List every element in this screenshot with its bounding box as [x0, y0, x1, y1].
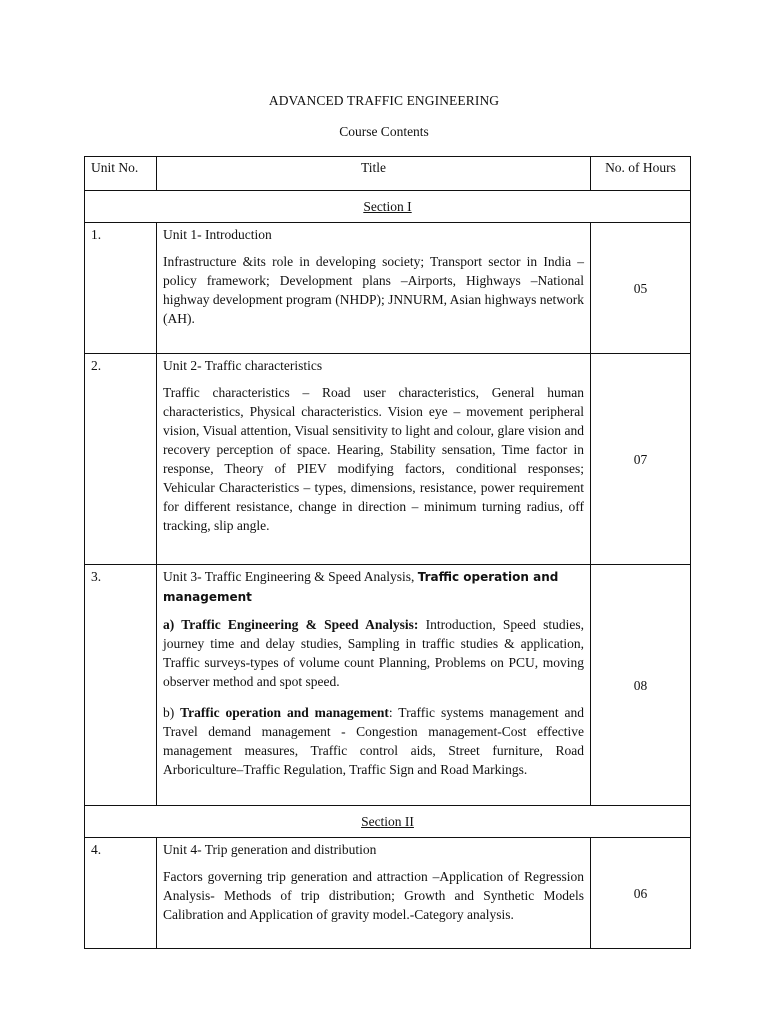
unit-4-hours: 06 — [591, 838, 691, 949]
unit-3-part-b-label: Traffic operation and management — [180, 705, 389, 720]
table-row — [85, 838, 691, 949]
course-contents-table — [84, 156, 691, 949]
unit-3-part-b-text: : Traffic systems management and Travel demand management - Congestion management-Cost effective management measures, Traffic control aids, Street furniture, Road Arboriculture–Traffic Regulation, Traffic Sign and Road Markings. — [163, 705, 584, 777]
unit-4-number: 4. — [85, 838, 157, 949]
unit-3-part-b-prefix: b) — [163, 705, 181, 720]
unit-2-heading: Unit 2- Traffic characteristics — [163, 358, 323, 373]
unit-1-hours: 05 — [591, 223, 691, 354]
unit-3-number: 3. — [85, 565, 157, 806]
document-subtitle: Course Contents — [339, 124, 429, 139]
unit-1-heading: Unit 1- Introduction — [163, 227, 272, 242]
unit-3-hours: 08 — [591, 565, 691, 806]
header-hours: No. of Hours — [591, 157, 691, 191]
unit-4-body: Factors governing trip generation and attraction –Application of Regression Analysis- Methods of trip distribution; Growth and Synthetic Models Calibration and Application of gravity model.-Category analysis. — [163, 869, 584, 922]
unit-3-heading-bold: Traffic operation and management — [163, 570, 559, 604]
unit-3-part-b — [163, 703, 584, 779]
section-1-label: Section I — [363, 199, 412, 214]
unit-2-number: 2. — [85, 354, 157, 565]
header-title: Title — [157, 157, 591, 191]
unit-1-content — [157, 223, 591, 354]
unit-3-part-a-label: a) Traffic Engineering & Speed Analysis: — [163, 617, 419, 632]
unit-3-content — [157, 565, 591, 806]
unit-2-body: Traffic characteristics – Road user characteristics, General human characteristics, Physical characteristics. Vision eye – movement peripheral vision, Visual attention, Visual sensitivity to light and colour, glare vision and recovery perception of space. Hearing, Stability sensation, Time factor in response, Theory of PIEV modifying factors, conditional responses; Vehicular Characteristics – types, dimensions, resistance, power requirement for different resistance, change in direction – minimum turning radius, off tracking, slip angle. — [163, 385, 584, 533]
section-2-row — [85, 806, 691, 838]
table-row — [85, 354, 691, 565]
table-row — [85, 223, 691, 354]
unit-1-body: Infrastructure &its role in developing society; Transport sector in India – policy framework; Development plans –Airports, Highways –National highway development program (NHDP); JNNURM, Asian highways network (AH). — [163, 254, 584, 326]
unit-2-content — [157, 354, 591, 565]
unit-3-part-a — [163, 615, 584, 691]
table-row — [85, 565, 691, 806]
unit-3-heading-text: Unit 3- Traffic Engineering & Speed Analysis, — [163, 569, 418, 584]
unit-1-number: 1. — [85, 223, 157, 354]
section-2-label: Section II — [361, 814, 414, 829]
section-2-cell — [85, 806, 691, 838]
unit-4-content — [157, 838, 591, 949]
header-unit-no: Unit No. — [85, 157, 157, 191]
section-1-row — [85, 191, 691, 223]
unit-2-hours: 07 — [591, 354, 691, 565]
table-header-row — [85, 157, 691, 191]
unit-3-heading — [163, 567, 584, 607]
unit-3-part-a-text: Introduction, Speed studies, journey time and delay studies, Sampling in traffic studies & application, Traffic surveys-types of volume count Planning, Problems on PCU, moving observer method and spot speed. — [163, 617, 584, 689]
section-1-cell — [85, 191, 691, 223]
document-title: ADVANCED TRAFFIC ENGINEERING — [268, 93, 500, 108]
unit-4-heading: Unit 4- Trip generation and distribution — [163, 842, 377, 857]
